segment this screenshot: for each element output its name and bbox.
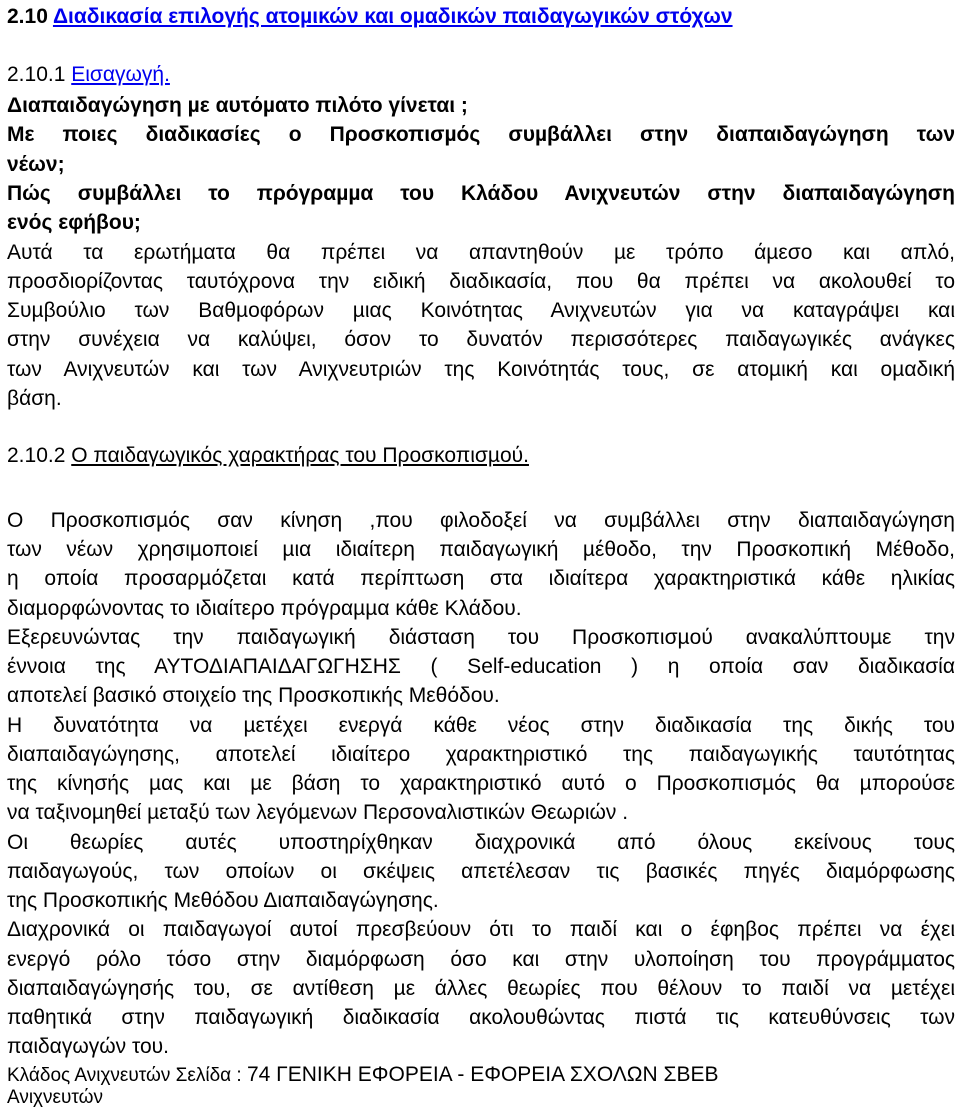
body-line: παιδαγωγών του.: [7, 1035, 169, 1058]
body-line: Εξερευνώντας την παιδαγωγική διάσταση του Προσκοπισµού ανακαλύπτουµε την: [7, 626, 955, 649]
body-line: Οι θεωρίες αυτές υποστηρίχθηκαν διαχρονικά από όλους εκείνους τους: [7, 831, 955, 854]
body-line: των νέων χρησιµοποιεί µια ιδιαίτερη παιδαγωγική µέθοδο, την Προσκοπική Μέθοδο,: [7, 538, 955, 561]
question-line: Διαπαιδαγώγηση µε αυτόµατο πιλότο γίνεται ;: [7, 94, 468, 117]
page-footer: [7, 1062, 719, 1089]
question-line: Με ποιες διαδικασίες ο Προσκοπισµός συµβάλλει στην διαπαιδαγώγηση των: [7, 123, 955, 146]
intro-line: Αυτά τα ερωτήµατα θα πρέπει να απαντηθούν µε τρόπο άµεσο και απλό,: [7, 241, 955, 264]
body-line: της Προσκοπικής Μεθόδου Διαπαιδαγώγησης.: [7, 889, 439, 912]
intro-line: Συµβούλιο των Βαθµοφόρων µιας Κοινότητας Ανιχνευτών για να καταγράψει και: [7, 299, 955, 322]
intro-line: προσδιορίζοντας ταυτόχρονα την ειδική διαδικασία, που θα πρέπει να ακολουθεί το: [7, 270, 955, 293]
subsection-2-heading: [7, 443, 529, 469]
body-line: η οποία προσαρµόζεται κατά περίπτωση στα ιδιαίτερα χαρακτηριστικά κάθε ηλικίας: [7, 567, 955, 590]
subsection-1-title[interactable]: Εισαγωγή.: [71, 63, 170, 86]
body-line: διαµορφώνοντας το ιδιαίτερο πρόγραµµα κάθε Κλάδου.: [7, 597, 522, 620]
body-line: διαπαιδαγώγησής του, σε αντίθεση µε άλλες θεωρίες που θέλουν το παιδί να µετέχει: [7, 977, 955, 1000]
intro-line: βάση.: [7, 387, 62, 410]
body-line: να ταξινοµηθεί µεταξύ των λεγόµενων Περσοναλιστικών Θεωριών .: [7, 801, 629, 824]
question-line: Πώς συµβάλλει το πρόγραµµα του Κλάδου Ανιχνευτών στην διαπαιδαγώγηση: [7, 182, 955, 205]
body-line: παιδαγωγούς, των οποίων οι σκέψεις απετέλεσαν τις βασικές πηγές διαµόρφωσης: [7, 860, 955, 883]
question-line: νέων;: [7, 153, 65, 176]
section-heading: [7, 4, 733, 30]
body-line: Η δυνατότητα να µετέχει ενεργά κάθε νέος στην διαδικασία της δικής του: [7, 714, 955, 737]
section-heading-number: 2.10: [7, 5, 53, 28]
subsection-1-heading: [7, 62, 170, 88]
body-line: της κίνησής µας και µε βάση το χαρακτηριστικό αυτό ο Προσκοπισµός θα µπορούσε: [7, 772, 955, 795]
footer-left: Κλάδος Ανιχνευτών Σελίδα :: [7, 1065, 247, 1086]
subsection-2-number: 2.10.2: [7, 444, 72, 467]
body-line: ενεργό ρόλο τόσο στην διαµόρφωση όσο και στην υλοποίηση του προγράµµατος: [7, 948, 955, 971]
body-line: αποτελεί βασικό στοιχείο της Προσκοπικής Μεθόδου.: [7, 684, 500, 707]
body-line: έννοια της ΑΥΤΟΔΙΑΠΑΙΔΑΓΩΓΗΣΗΣ ( Self-education ) η οποία σαν διαδικασία: [7, 655, 955, 678]
body-line: διαπαιδαγώγησης, αποτελεί ιδιαίτερο χαρακτηριστικό της παιδαγωγικής ταυτότητας: [7, 743, 955, 766]
footer-line-2: Ανιχνευτών: [7, 1087, 103, 1108]
question-line: ενός εφήβου;: [7, 211, 141, 234]
intro-line: στην συνέχεια να καλύψει, όσον το δυνατόν περισσότερες παιδαγωγικές ανάγκες: [7, 328, 955, 351]
footer-page-number: 74: [246, 1063, 271, 1086]
body-line: Ο Προσκοπισµός σαν κίνηση ,που φιλοδοξεί να συµβάλλει στην διαπαιδαγώγηση: [7, 509, 955, 532]
footer-right: ΓΕΝΙΚΗ ΕΦΟΡΕΙΑ - ΕΦΟΡΕΙΑ ΣΧΟΛΩΝ ΣΒΕΒ: [270, 1063, 719, 1086]
body-line: παθητικά στην παιδαγωγική διαδικασία ακολουθώντας πιστά τις κατευθύνσεις των: [7, 1006, 955, 1029]
section-heading-title[interactable]: Διαδικασία επιλογής ατοµικών και οµαδικών παιδαγωγικών στόχων: [52, 5, 733, 28]
subsection-2-title[interactable]: Ο παιδαγωγικός χαρακτήρας του Προσκοπισµού.: [71, 444, 529, 467]
subsection-1-number: 2.10.1: [7, 63, 72, 86]
intro-line: των Ανιχνευτών και των Ανιχνευτριών της Κοινότητάς τους, σε ατοµική και οµαδική: [7, 358, 955, 381]
body-line: Διαχρονικά οι παιδαγωγοί αυτοί πρεσβεύουν ότι το παιδί και ο έφηβος πρέπει να έχει: [7, 918, 955, 941]
